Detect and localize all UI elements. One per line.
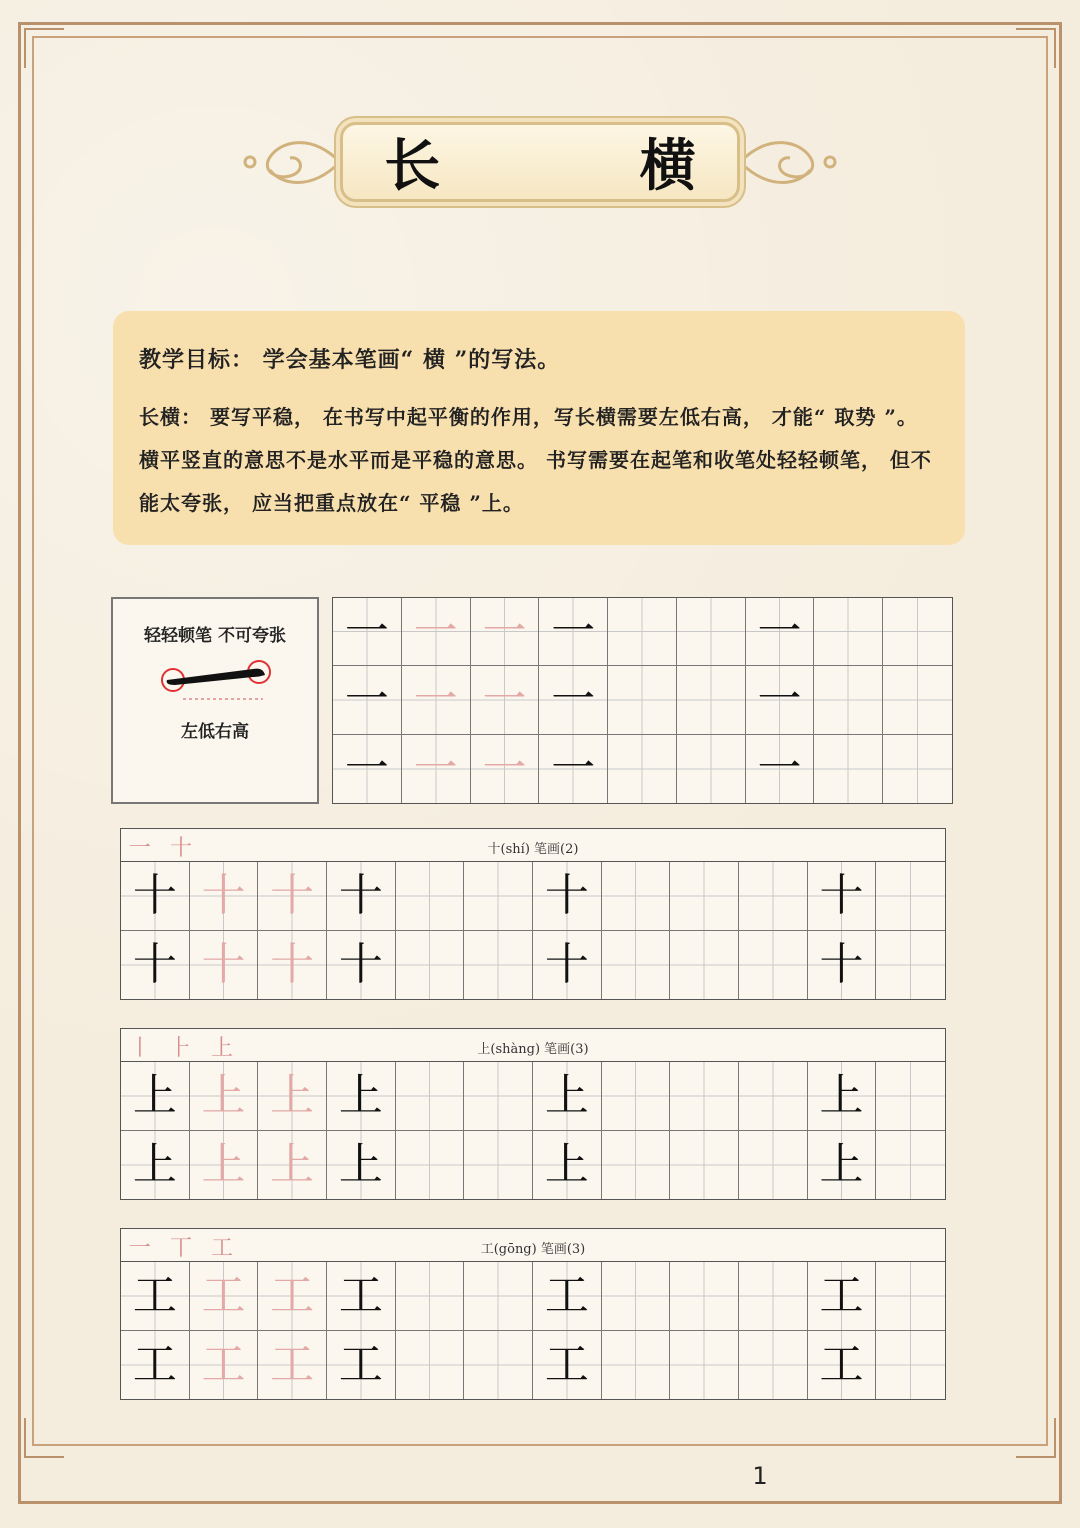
stroke-order: 一 十 bbox=[129, 836, 198, 861]
practice-cell[interactable] bbox=[670, 1262, 739, 1331]
practice-cell[interactable] bbox=[876, 1062, 945, 1131]
practice-cell[interactable] bbox=[327, 931, 396, 1000]
practice-cell[interactable] bbox=[121, 1262, 190, 1331]
practice-cell[interactable] bbox=[876, 931, 945, 1000]
practice-cell[interactable] bbox=[883, 735, 952, 803]
model-character: 一 bbox=[344, 742, 389, 794]
corner-ornament bbox=[24, 1418, 64, 1458]
practice-cell[interactable] bbox=[396, 1062, 465, 1131]
practice-cell[interactable] bbox=[608, 666, 677, 734]
practice-cell[interactable] bbox=[533, 931, 602, 1000]
corner-ornament bbox=[1016, 28, 1056, 68]
trace-character: 上 bbox=[270, 1069, 315, 1121]
model-character: 十 bbox=[819, 938, 864, 990]
practice-cell[interactable] bbox=[677, 598, 746, 666]
trace-character: 一 bbox=[482, 673, 527, 725]
practice-cell[interactable] bbox=[677, 666, 746, 734]
trace-character: 上 bbox=[270, 1138, 315, 1190]
practice-cell[interactable] bbox=[739, 1062, 808, 1131]
practice-cell[interactable] bbox=[533, 1262, 602, 1331]
practice-cell[interactable] bbox=[258, 1131, 327, 1200]
practice-cell[interactable] bbox=[464, 862, 533, 931]
practice-cell[interactable] bbox=[739, 1262, 808, 1331]
trace-character: 工 bbox=[270, 1269, 315, 1321]
character-practice-grid bbox=[120, 861, 946, 1000]
demo-top-label: 轻轻顿笔 不可夸张 bbox=[144, 626, 286, 646]
practice-cell[interactable] bbox=[396, 1262, 465, 1331]
corner-ornament bbox=[24, 28, 64, 68]
teaching-goal: 教学目标： 学会基本笔画“ 横 ”的写法。 bbox=[139, 347, 561, 373]
practice-cell[interactable] bbox=[670, 931, 739, 1000]
model-character: 上 bbox=[338, 1069, 383, 1121]
practice-cell[interactable] bbox=[602, 1062, 671, 1131]
model-character: 十 bbox=[132, 938, 177, 990]
practice-cell[interactable] bbox=[464, 1131, 533, 1200]
trace-character: 工 bbox=[201, 1338, 246, 1390]
practice-cell[interactable] bbox=[608, 735, 677, 803]
practice-cell[interactable] bbox=[402, 735, 471, 803]
practice-cell[interactable] bbox=[327, 1262, 396, 1331]
practice-cell[interactable] bbox=[814, 735, 883, 803]
model-character: 工 bbox=[132, 1269, 177, 1321]
practice-cell[interactable] bbox=[258, 862, 327, 931]
practice-cell[interactable] bbox=[739, 1131, 808, 1200]
practice-cell[interactable] bbox=[808, 1062, 877, 1131]
demo-bottom-label: 左低右高 bbox=[181, 722, 249, 742]
practice-cell[interactable] bbox=[883, 598, 952, 666]
practice-cell[interactable] bbox=[808, 862, 877, 931]
practice-cell[interactable] bbox=[471, 666, 540, 734]
practice-cell[interactable] bbox=[327, 1062, 396, 1131]
practice-cell[interactable] bbox=[814, 598, 883, 666]
practice-cell[interactable] bbox=[808, 1331, 877, 1400]
practice-cell[interactable] bbox=[258, 1062, 327, 1131]
practice-cell[interactable] bbox=[602, 862, 671, 931]
model-character: 一 bbox=[344, 605, 389, 657]
character-section-shi bbox=[120, 828, 946, 1000]
model-character: 一 bbox=[757, 605, 802, 657]
practice-cell[interactable] bbox=[396, 1331, 465, 1400]
trace-character: 一 bbox=[413, 673, 458, 725]
trace-character: 十 bbox=[270, 938, 315, 990]
practice-cell[interactable] bbox=[402, 598, 471, 666]
model-character: 上 bbox=[338, 1138, 383, 1190]
practice-cell[interactable] bbox=[121, 1131, 190, 1200]
model-character: 十 bbox=[544, 938, 589, 990]
practice-cell[interactable] bbox=[608, 598, 677, 666]
practice-cell[interactable] bbox=[602, 1131, 671, 1200]
practice-cell[interactable] bbox=[258, 1331, 327, 1400]
practice-cell[interactable] bbox=[533, 1331, 602, 1400]
section-header bbox=[120, 828, 946, 861]
model-character: 工 bbox=[819, 1269, 864, 1321]
practice-cell[interactable] bbox=[190, 1131, 259, 1200]
model-character: 一 bbox=[551, 605, 596, 657]
stroke-description: 长横： 要写平稳， 在书写中起平衡的作用，写长横需要左低右高， 才能“ 取势 ”。 横平竖直的意思不是水平而是平稳的意思。 书写需要在起笔和收笔处轻轻顿笔， 但不能太夸张， 应当把重点放在“ 平稳 ”上。 bbox=[139, 405, 932, 515]
practice-cell[interactable] bbox=[333, 735, 402, 803]
model-character: 十 bbox=[338, 869, 383, 921]
model-character: 工 bbox=[819, 1338, 864, 1390]
practice-cell[interactable] bbox=[746, 735, 815, 803]
practice-cell[interactable] bbox=[808, 1131, 877, 1200]
trace-character: 上 bbox=[201, 1069, 246, 1121]
character-section-gong bbox=[120, 1228, 946, 1400]
page-title: 长 横 bbox=[384, 134, 786, 199]
practice-cell[interactable] bbox=[746, 598, 815, 666]
trace-character: 一 bbox=[413, 605, 458, 657]
practice-cell[interactable] bbox=[258, 1262, 327, 1331]
practice-cell[interactable] bbox=[402, 666, 471, 734]
model-character: 一 bbox=[757, 742, 802, 794]
practice-cell[interactable] bbox=[333, 598, 402, 666]
practice-cell[interactable] bbox=[746, 666, 815, 734]
practice-cell[interactable] bbox=[876, 1331, 945, 1400]
practice-cell[interactable] bbox=[814, 666, 883, 734]
practice-cell[interactable] bbox=[121, 862, 190, 931]
practice-cell[interactable] bbox=[670, 1331, 739, 1400]
practice-cell[interactable] bbox=[670, 1062, 739, 1131]
practice-cell[interactable] bbox=[121, 1062, 190, 1131]
trace-character: 一 bbox=[413, 742, 458, 794]
practice-cell[interactable] bbox=[258, 931, 327, 1000]
corner-ornament bbox=[1016, 1418, 1056, 1458]
section-header bbox=[120, 1028, 946, 1061]
character-section-shang bbox=[120, 1028, 946, 1200]
stroke-order: 一 丅 工 bbox=[129, 1236, 239, 1261]
section-header bbox=[120, 1228, 946, 1261]
practice-cell[interactable] bbox=[121, 931, 190, 1000]
model-character: 工 bbox=[338, 1269, 383, 1321]
practice-cell[interactable] bbox=[670, 1131, 739, 1200]
model-character: 十 bbox=[132, 869, 177, 921]
practice-cell[interactable] bbox=[464, 1262, 533, 1331]
practice-cell[interactable] bbox=[883, 666, 952, 734]
practice-cell[interactable] bbox=[190, 1262, 259, 1331]
practice-cell[interactable] bbox=[333, 666, 402, 734]
practice-cell[interactable] bbox=[396, 1131, 465, 1200]
trace-character: 十 bbox=[201, 869, 246, 921]
practice-cell[interactable] bbox=[876, 1262, 945, 1331]
practice-cell[interactable] bbox=[471, 598, 540, 666]
stroke-order: 丨 ⺊ 上 bbox=[129, 1036, 239, 1061]
model-character: 工 bbox=[544, 1338, 589, 1390]
practice-cell[interactable] bbox=[876, 862, 945, 931]
model-character: 工 bbox=[132, 1338, 177, 1390]
character-info: 上(shàng) 笔画(3) bbox=[477, 1042, 589, 1057]
practice-cell[interactable] bbox=[808, 1262, 877, 1331]
practice-cell[interactable] bbox=[190, 931, 259, 1000]
model-character: 工 bbox=[338, 1338, 383, 1390]
practice-cell[interactable] bbox=[602, 931, 671, 1000]
practice-cell[interactable] bbox=[327, 1131, 396, 1200]
model-character: 上 bbox=[819, 1138, 864, 1190]
title-banner bbox=[240, 112, 840, 212]
character-info: 工(gōng) 笔画(3) bbox=[480, 1242, 586, 1257]
practice-cell[interactable] bbox=[876, 1131, 945, 1200]
practice-cell[interactable] bbox=[533, 862, 602, 931]
practice-cell[interactable] bbox=[533, 1062, 602, 1131]
model-character: 上 bbox=[132, 1138, 177, 1190]
trace-character: 一 bbox=[482, 742, 527, 794]
practice-cell[interactable] bbox=[739, 931, 808, 1000]
trace-character: 上 bbox=[201, 1138, 246, 1190]
model-character: 上 bbox=[819, 1069, 864, 1121]
model-character: 一 bbox=[551, 742, 596, 794]
model-character: 一 bbox=[551, 673, 596, 725]
model-character: 上 bbox=[544, 1069, 589, 1121]
practice-cell[interactable] bbox=[121, 1331, 190, 1400]
practice-cell[interactable] bbox=[327, 1331, 396, 1400]
practice-cell[interactable] bbox=[190, 1331, 259, 1400]
practice-cell[interactable] bbox=[539, 735, 608, 803]
practice-cell[interactable] bbox=[533, 1131, 602, 1200]
trace-character: 十 bbox=[201, 938, 246, 990]
model-character: 十 bbox=[544, 869, 589, 921]
practice-cell[interactable] bbox=[190, 1062, 259, 1131]
practice-cell[interactable] bbox=[739, 1331, 808, 1400]
practice-cell[interactable] bbox=[677, 735, 746, 803]
practice-cell[interactable] bbox=[464, 1062, 533, 1131]
model-character: 工 bbox=[544, 1269, 589, 1321]
practice-cell[interactable] bbox=[739, 862, 808, 931]
title-box bbox=[340, 122, 786, 202]
practice-cell[interactable] bbox=[539, 666, 608, 734]
model-character: 十 bbox=[338, 938, 383, 990]
character-practice-grid bbox=[120, 1061, 946, 1200]
model-character: 上 bbox=[132, 1069, 177, 1121]
model-character: 一 bbox=[344, 673, 389, 725]
trace-character: 一 bbox=[482, 605, 527, 657]
model-character: 十 bbox=[819, 869, 864, 921]
model-character: 上 bbox=[544, 1138, 589, 1190]
practice-cell[interactable] bbox=[464, 1331, 533, 1400]
practice-cell[interactable] bbox=[396, 931, 465, 1000]
practice-cell[interactable] bbox=[539, 598, 608, 666]
character-practice-grid bbox=[120, 1261, 946, 1400]
practice-cell[interactable] bbox=[327, 862, 396, 931]
practice-cell[interactable] bbox=[602, 1262, 671, 1331]
trace-character: 工 bbox=[270, 1338, 315, 1390]
practice-cell[interactable] bbox=[670, 862, 739, 931]
stroke-demo-box bbox=[111, 597, 319, 804]
stroke-practice-grid bbox=[332, 597, 953, 804]
practice-cell[interactable] bbox=[464, 931, 533, 1000]
character-info: 十(shí) 笔画(2) bbox=[487, 842, 579, 857]
practice-cell[interactable] bbox=[471, 735, 540, 803]
teaching-goal-box bbox=[113, 311, 965, 545]
horizontal-stroke-diagram-icon bbox=[153, 655, 283, 705]
model-character: 一 bbox=[757, 673, 802, 725]
practice-cell[interactable] bbox=[190, 862, 259, 931]
page-number: 1 bbox=[752, 1462, 768, 1490]
trace-character: 十 bbox=[270, 869, 315, 921]
practice-cell[interactable] bbox=[396, 862, 465, 931]
practice-cell[interactable] bbox=[602, 1331, 671, 1400]
trace-character: 工 bbox=[201, 1269, 246, 1321]
practice-cell[interactable] bbox=[808, 931, 877, 1000]
